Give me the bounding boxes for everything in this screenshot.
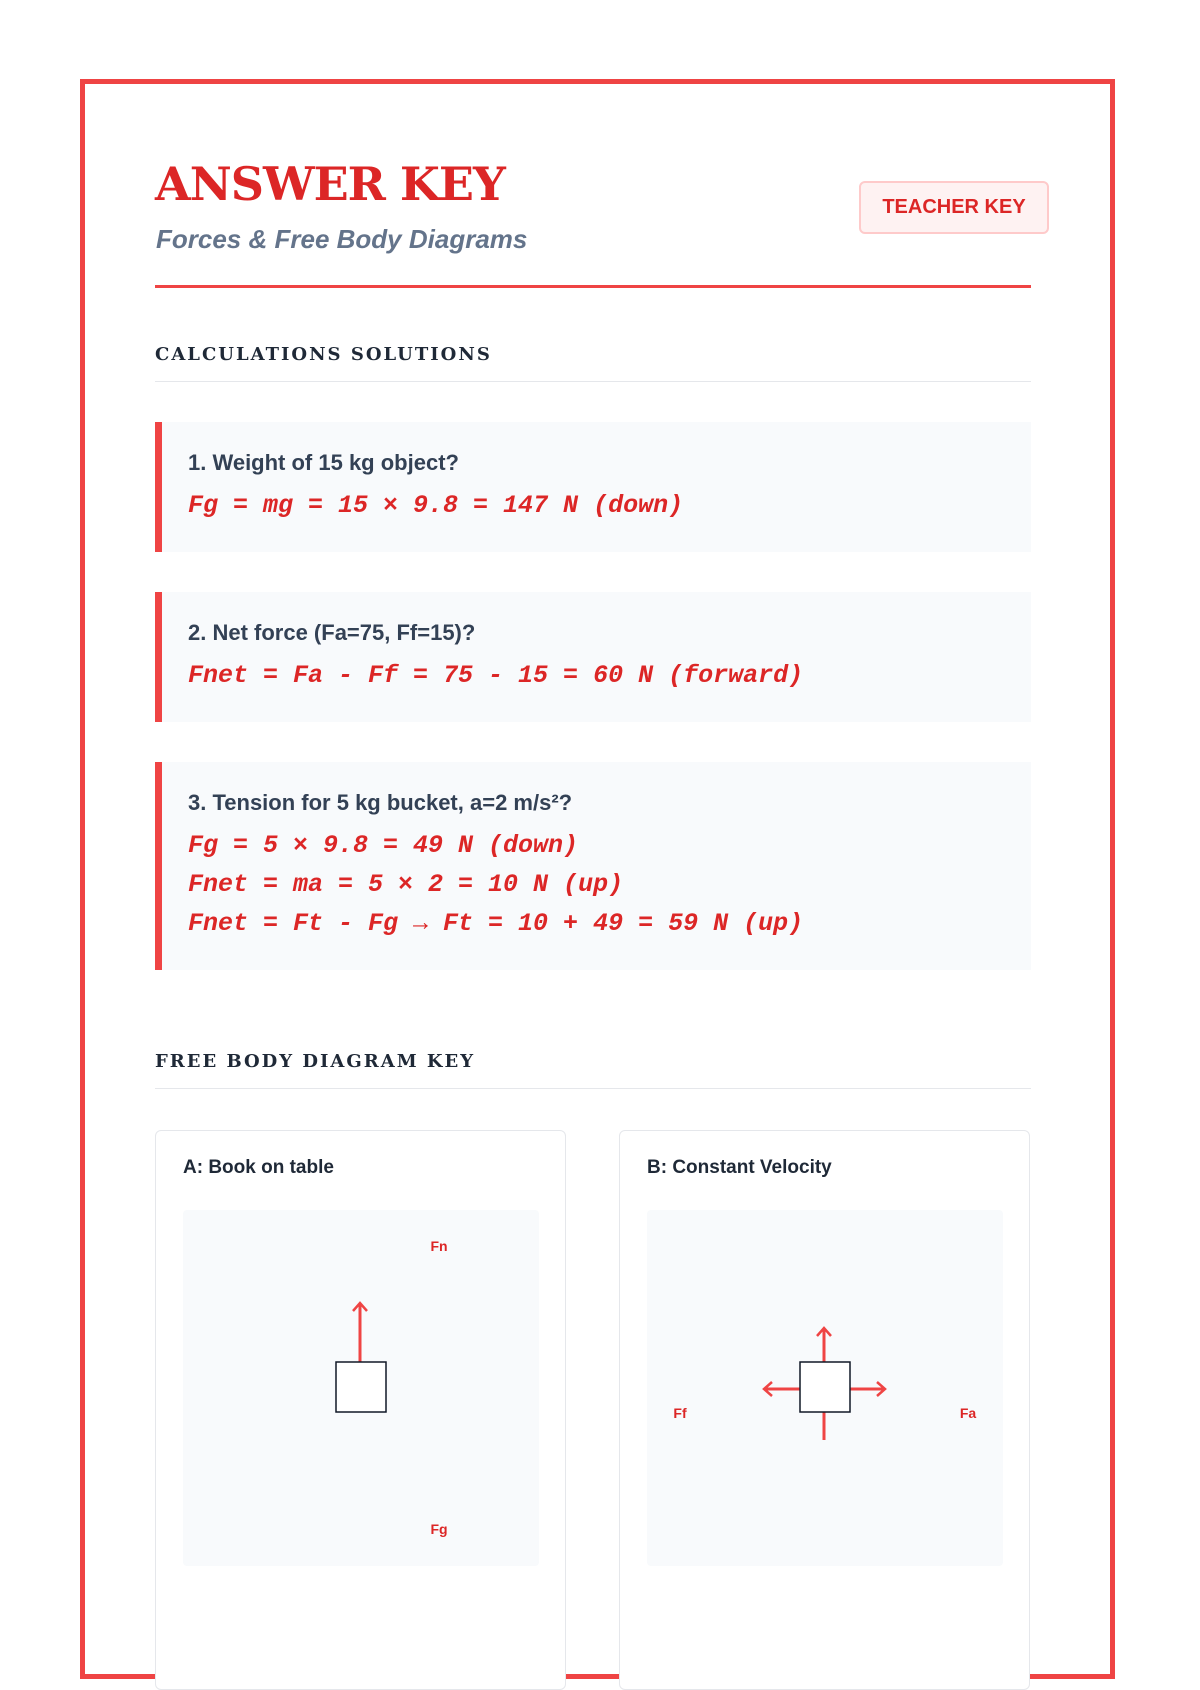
section-divider — [155, 1088, 1031, 1089]
force-label-fa: Fa — [959, 1405, 977, 1421]
diagram-title: A: Book on table — [183, 1157, 334, 1178]
teacher-key-badge: TEACHER KEY — [859, 181, 1049, 234]
solution-line: Fnet = Ft - Fg → Ft = 10 + 49 = 59 N (up) — [188, 909, 804, 938]
object-box — [800, 1362, 850, 1412]
diagram-card-a — [155, 1130, 566, 1690]
solution-line: Fg = mg = 15 × 9.8 = 147 N (down) — [188, 491, 684, 520]
solution-line: Fnet = Fa - Ff = 75 - 15 = 60 N (forward) — [188, 661, 804, 690]
solution-card-1 — [155, 422, 1031, 552]
free-body-diagram-a — [183, 1210, 539, 1566]
page-title: ANSWER KEY — [155, 157, 505, 211]
diagram-svg — [183, 1210, 539, 1566]
force-label-fg: Fg — [430, 1521, 448, 1537]
solution-card-2 — [155, 592, 1031, 722]
diagram-card-b — [619, 1130, 1030, 1690]
object-box — [336, 1362, 386, 1412]
diagram-title: B: Constant Velocity — [647, 1157, 832, 1178]
solution-question: 2. Net force (Fa=75, Ff=15)? — [188, 620, 476, 645]
solution-question: 3. Tension for 5 kg bucket, a=2 m/s²? — [188, 790, 573, 815]
page-subtitle: Forces & Free Body Diagrams — [156, 224, 528, 254]
section-title-calculations: CALCULATIONS SOLUTIONS — [155, 344, 492, 365]
answer-key-sheet — [80, 79, 1115, 1679]
force-label-fn: Fn — [430, 1238, 448, 1254]
diagram-svg — [647, 1210, 1003, 1566]
section-title-fbd: FREE BODY DIAGRAM KEY — [155, 1051, 476, 1072]
force-label-ff: Ff — [673, 1405, 687, 1421]
solution-question: 1. Weight of 15 kg object? — [188, 450, 459, 475]
section-divider — [155, 381, 1031, 382]
header-divider — [155, 285, 1031, 288]
free-body-diagram-b — [647, 1210, 1003, 1566]
solution-line: Fnet = ma = 5 × 2 = 10 N (up) — [188, 870, 624, 899]
solution-line: Fg = 5 × 9.8 = 49 N (down) — [188, 831, 579, 860]
solution-card-3 — [155, 762, 1031, 970]
